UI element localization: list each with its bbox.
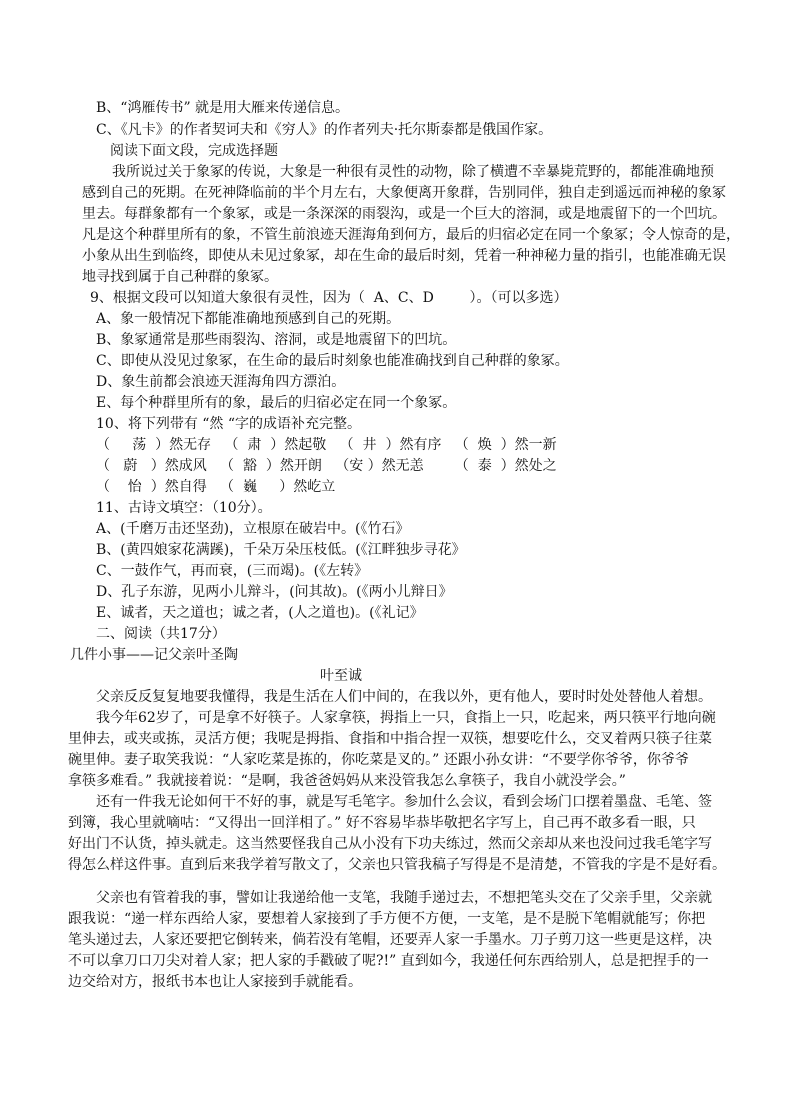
q10-row: （ 怡 ）然自得 （ 巍 ）然屹立: [96, 479, 336, 495]
q9-option-a: A、象一般情况下都能准确地预感到自己的死期。: [96, 311, 401, 327]
passage-line: 小象从出生到临终，即使从未见过象冢，却在生命的最后时刻，凭着一种神秘力量的指引，也能准确无误: [82, 248, 726, 264]
q11-item-c: C、一鼓作气，再而衰，(三而竭)。(《左转》: [96, 563, 369, 579]
article-line: 拿筷多难看。” 我就接着说：“是啊，我爸爸妈妈从来没管我怎么拿筷子，我自小就没学会。”: [68, 773, 626, 789]
passage-line: 里去。每群象都有一个象冢，或是一条深深的雨裂沟，或是一个巨大的溶洞，或是地震留下的一个凹坑。: [82, 206, 726, 222]
q9-option-e: E、每个种群里所有的象，最后的归宿必定在同一个象冢。: [96, 395, 457, 411]
q11-item-b: B、(黄四娘家花满蹊)，千朵万朵压枝低。(《江畔独步寻花》: [96, 542, 466, 558]
passage-line: 凡是这个种群里所有的象，不管生前浪迹天涯海角到何方，最后的归宿必定在同一个象冢；令人惊奇的是，: [82, 227, 740, 243]
q9-option-d: D、象生前都会浪迹天涯海角四方漂泊。: [96, 374, 346, 390]
article-title: 几件小事——记父亲叶圣陶: [70, 647, 238, 663]
article-line: 得怎么样这件事。直到后来我学着写散文了，父亲也只管我稿子写得是不是清楚，不管我的字是不是好看。: [68, 857, 726, 873]
article-line: 还有一件我无论如何干不好的事，就是写毛笔字。参加什么会议，看到会场门口摆着墨盘、毛笔、签: [96, 794, 712, 810]
q11-item-e: E、诚者，天之道也；诚之者，(人之道也)。(《礼记》: [96, 605, 424, 621]
option-b-text: B、“鸿雁传书” 就是用大雁来传递信息。: [96, 100, 350, 116]
article-line: 里伸去，或夹或拣，灵活方便；我呢是拇指、食指和中指合捏一双筷，想要吃什么，交叉着两只筷子往菜: [68, 731, 712, 747]
section-2-header: 二、阅读（共17分）: [96, 626, 226, 642]
q10-row: （ 荡 ）然无存 （ 肃 ）然起敬 （ 井 ）然有序 （ 焕 ）然一新: [96, 437, 557, 453]
article-line: 笔头递过去，人家还要把它倒转来，倘若没有笔帽，还要弄人家一手墨水。刀子剪刀这一些更是这样，决: [68, 932, 712, 948]
question-10-stem: 10、将下列带有 “然 “字的成语补充完整。: [96, 416, 362, 432]
option-c-text: C、《凡卡》的作者契诃夫和《穷人》的作者列夫·托尔斯泰都是俄国作家。: [96, 122, 553, 138]
q10-row: （ 蔚 ）然成风 （ 豁 ）然开朗 （安 ）然无恙 （ 泰 ）然处之: [96, 458, 557, 474]
q9-option-b: B、象冢通常是那些雨裂沟、溶洞，或是地震留下的凹坑。: [96, 332, 457, 348]
question-9-stem: 9、根据文段可以知道大象很有灵性，因为（ A、C、D ）。（可以多选）: [90, 290, 568, 306]
article-line: 不可以拿刀口刀尖对着人家；把人家的手戳破了呢?!” 直到如今，我递任何东西给别人，总是把捏手的一: [68, 953, 709, 969]
q9-option-c: C、即使从没见过象冢，在生命的最后时刻象也能准确找到自己种群的象冢。: [96, 353, 569, 369]
article-line: 父亲反反复复地要我懂得，我是生活在人们中间的，在我以外，更有他人，要时时处处替他人着想。: [96, 689, 712, 705]
article-line: 我今年62岁了，可是拿不好筷子。人家拿筷，拇指上一只，食指上一只，吃起来，两只筷平行地向碗: [96, 710, 716, 726]
article-line: 好出门不认货，掉头就走。这当然要怪我自己从小没有下功夫练过，然而父亲却从来也没问过我毛笔字写: [68, 836, 712, 852]
article-line: 跟我说：“递一样东西给人家，要想着人家接到了手方便不方便，一支笔，是不是脱下笔帽就能写；你把: [68, 911, 706, 927]
article-line: 边交给对方，报纸书本也让人家接到手就能看。: [68, 974, 362, 990]
article-line: 碗里伸。妻子取笑我说：“人家吃菜是拣的，你吃菜是叉的。” 还跟小孙女讲：“不要学你爷爷，你爷爷: [68, 752, 689, 768]
passage-line: 地寻找到属于自己种群的象冢。: [82, 269, 278, 285]
q11-item-d: D、孔子东游，见两小儿辩斗，(问其故)。(《两小儿辩日》: [96, 584, 453, 600]
q11-item-a: A、(千磨万击还坚劲)，立根原在破岩中。(《竹石》: [96, 521, 410, 537]
article-line: 父亲也有管着我的事，譬如让我递给他一支笔，我随手递过去，不想把笔头交在了父亲手里，父亲就: [96, 890, 712, 906]
article-author: 叶至诚: [320, 668, 362, 684]
reading-instruction: 阅读下面文段，完成选择题: [110, 143, 278, 159]
passage-line: 我所说过关于象冢的传说，大象是一种很有灵性的动物，除了横遭不幸暴毙荒野的，都能准确地预: [112, 164, 714, 180]
passage-line: 感到自己的死期。在死神降临前的半个月左右，大象便离开象群，告别同伴，独自走到遥远而神秘的象冢: [82, 185, 726, 201]
question-11-stem: 11、古诗文填空：（10分）。: [96, 500, 272, 516]
article-line: 到簿，我心里就嘀咕：“又得出一回洋相了。” 好不容易毕恭毕敬把名字写上，自己再不敢多看一眼，只: [68, 815, 696, 831]
